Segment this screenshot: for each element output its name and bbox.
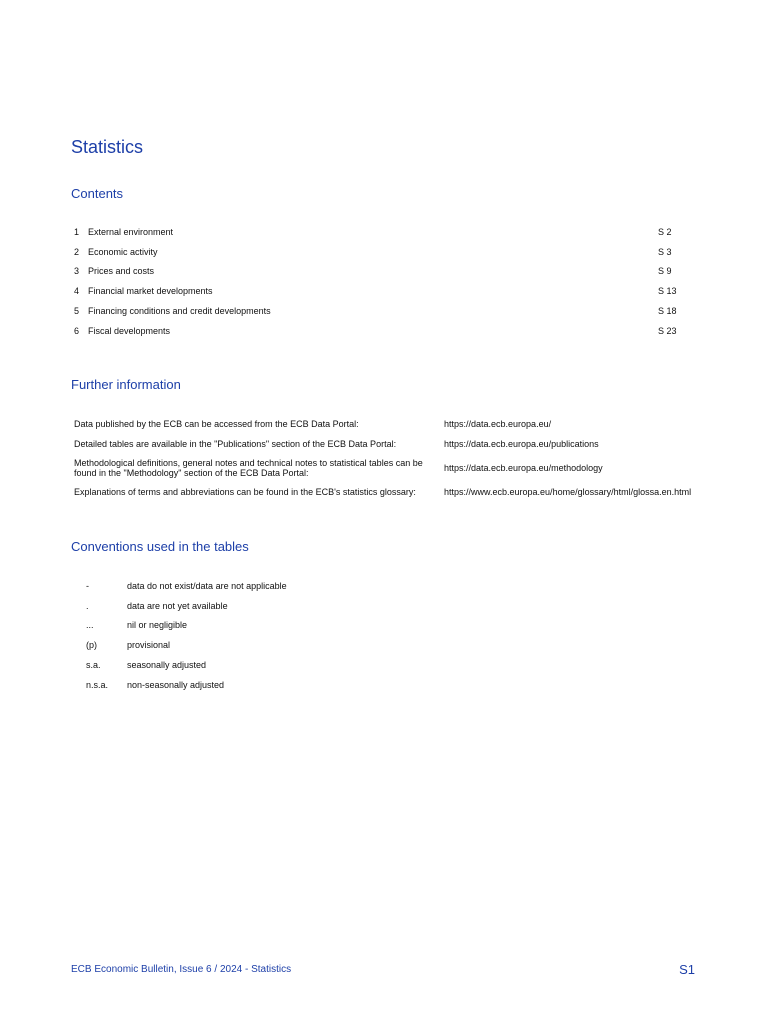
conventions-heading: Conventions used in the tables bbox=[71, 539, 249, 554]
info-row bbox=[74, 453, 704, 483]
convention-description: data are not yet available bbox=[127, 600, 228, 611]
contents-row[interactable] bbox=[72, 321, 702, 341]
convention-row bbox=[86, 675, 427, 695]
info-row bbox=[74, 483, 704, 501]
contents-page: S 3 bbox=[658, 246, 672, 257]
page-number: S1 bbox=[679, 962, 695, 977]
contents-num: 1 bbox=[74, 226, 80, 237]
convention-row bbox=[86, 576, 427, 596]
convention-symbol: n.s.a. bbox=[86, 679, 109, 690]
convention-symbol: s.a. bbox=[86, 660, 101, 671]
info-text: Detailed tables are available in the "Publications" section of the ECB Data Portal: bbox=[74, 438, 397, 449]
contents-num: 4 bbox=[74, 286, 80, 297]
contents-num: 3 bbox=[74, 266, 80, 277]
contents-label: Economic activity bbox=[88, 246, 158, 257]
contents-page: S 13 bbox=[658, 286, 677, 297]
contents-page: S 9 bbox=[658, 266, 672, 277]
contents-page: S 2 bbox=[658, 226, 672, 237]
convention-description: data do not exist/data are not applicable bbox=[127, 580, 287, 591]
convention-row bbox=[86, 635, 427, 655]
info-row bbox=[74, 434, 704, 453]
page-title: Statistics bbox=[71, 137, 144, 157]
convention-symbol: . bbox=[86, 600, 89, 611]
contents-page: S 18 bbox=[658, 306, 677, 317]
contents-row[interactable] bbox=[72, 262, 702, 282]
info-text: Data published by the ECB can be accessed from the ECB Data Portal: bbox=[74, 419, 359, 429]
contents-label: Financial market developments bbox=[88, 286, 213, 297]
contents-label: Financing conditions and credit developments bbox=[88, 306, 271, 317]
footer-text: ECB Economic Bulletin, Issue 6 / 2024 - Statistics bbox=[71, 964, 292, 975]
info-row bbox=[74, 414, 704, 434]
info-text: Methodological definitions, general notes and technical notes to statistical tables can be found in the "Methodology" section of the ECB Data Portal: bbox=[74, 458, 423, 478]
convention-row bbox=[86, 655, 427, 675]
convention-symbol: - bbox=[86, 580, 89, 591]
contents-row[interactable] bbox=[72, 222, 702, 242]
contents-row[interactable] bbox=[72, 281, 702, 301]
convention-description: nil or negligible bbox=[127, 620, 188, 631]
info-text: Explanations of terms and abbreviations can be found in the ECB's statistics glossary: bbox=[74, 487, 416, 497]
contents-heading: Contents bbox=[71, 186, 124, 201]
contents-label: Fiscal developments bbox=[88, 325, 171, 336]
convention-description: non-seasonally adjusted bbox=[127, 679, 225, 690]
convention-description: seasonally adjusted bbox=[127, 660, 207, 671]
conventions-table bbox=[86, 576, 427, 695]
convention-row bbox=[86, 596, 427, 616]
convention-symbol: (p) bbox=[86, 640, 97, 651]
info-link[interactable]: https://data.ecb.europa.eu/ bbox=[444, 419, 552, 429]
convention-description: provisional bbox=[127, 640, 171, 651]
contents-num: 5 bbox=[74, 306, 80, 317]
info-link[interactable]: https://data.ecb.europa.eu/methodology bbox=[444, 463, 603, 473]
contents-num: 2 bbox=[74, 246, 80, 257]
contents-label: External environment bbox=[88, 226, 174, 237]
contents-num: 6 bbox=[74, 325, 80, 336]
contents-row[interactable] bbox=[72, 242, 702, 262]
info-link[interactable]: https://www.ecb.europa.eu/home/glossary/html/glossa.en.html bbox=[444, 487, 692, 497]
contents-page: S 23 bbox=[658, 325, 677, 336]
contents-table bbox=[72, 222, 702, 341]
convention-row bbox=[86, 616, 427, 636]
contents-row[interactable] bbox=[72, 301, 702, 321]
convention-symbol: ... bbox=[86, 620, 94, 631]
further-info-heading: Further information bbox=[71, 377, 181, 392]
further-info-table bbox=[74, 414, 704, 501]
info-link[interactable]: https://data.ecb.europa.eu/publications bbox=[444, 438, 599, 449]
contents-label: Prices and costs bbox=[88, 266, 155, 277]
